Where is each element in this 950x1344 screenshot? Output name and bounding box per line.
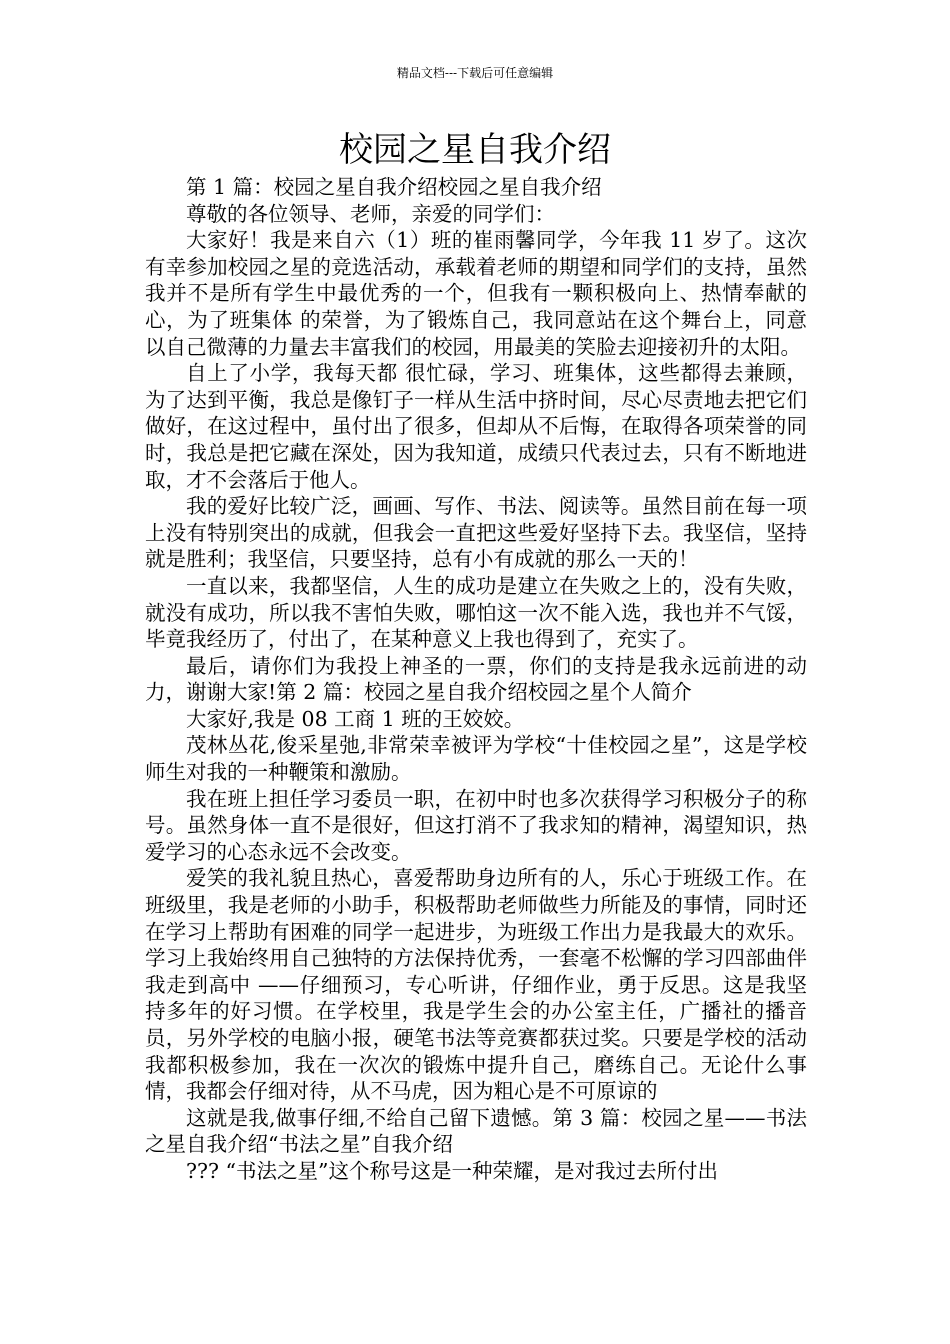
paragraph: 第 1 篇：校园之星自我介绍校园之星自我介绍 <box>186 175 602 199</box>
paragraph: 我在班上担任学习委员一职，在初中时也多次获得学习积极分子的称号。虽然身体一直不是很好，但这打消不了我求知的精神，渴望知识，热爱学习的心态永远不会改变。 <box>145 786 807 864</box>
paragraph: 最后，请你们为我投上神圣的一票，你们的支持是我永远前进的动力，谢谢大家!第 2 篇：校园之星自我介绍校园之星个人简介 <box>145 653 807 705</box>
paragraph: 这就是我,做事仔细,不给自己留下遗憾。第 3 篇：校园之星——书法之星自我介绍“书法之星”自我介绍 <box>145 1105 807 1157</box>
paragraph: 尊敬的各位领导、老师，亲爱的同学们： <box>186 201 555 226</box>
page-header: 精品文档---下载后可任意编辑 <box>396 66 554 80</box>
paragraph: 爱笑的我礼貌且热心，喜爱帮助身边所有的人，乐心于班级工作。在班级里，我是老师的小助手，积极帮助老师做些力所能及的事情，同时还在学习上帮助有困难的同学一起进步，为班级工作出力是我最大的欢乐。学习上我始终用自己独特的方法保持优秀，一套毫不松懈的学习四部曲伴我走到高中 ——仔细预习，专心听讲，仔细作业，勇于反思。这是我坚持多年的好习惯。在学校里，我是学生会的办公室主任，广播社的播音员，另外学校的电脑小报，硬笔书法等竞赛都获过奖。只要是学校的活动我都积极参加，我在一次次的锻炼中提升自己，磨练自己。无论什么事情，我都会仔细对待，从不马虎，因为粗心是不可原谅的 <box>145 866 807 1104</box>
document-title: 校园之星自我介绍 <box>339 130 611 170</box>
paragraph: ??? “书法之星”这个称号这是一种荣耀，是对我过去所付出 <box>186 1158 718 1183</box>
paragraph: 我的爱好比较广泛，画画、写作、书法、阅读等。虽然目前在每一项上没有特别突出的成就，但我会一直把这些爱好坚持下去。我坚信，坚持就是胜利；我坚信，只要坚持，总有小有成就的那么一天的！ <box>145 494 807 572</box>
paragraph: 自上了小学，我每天都 很忙碌，学习、班集体，这些都得去兼顾，为了达到平衡，我总是像钉子一样从生活中挤时间，尽心尽责地去把它们做好，在这过程中，虽付出了很多，但却从不后悔，在取得各项荣誉的同时，我总是把它藏在深处，因为我知道，成绩只代表过去，只有不断地进取，才不会落后于他人。 <box>145 361 807 492</box>
document-body <box>145 174 807 1185</box>
paragraph: 茂林丛花,俊采星弛,非常荣幸被评为学校“十佳校园之星”，这是学校师生对我的一种鞭策和激励。 <box>145 733 807 785</box>
paragraph: 大家好！我是来自六（1）班的崔雨馨同学，今年我 11 岁了。这次有幸参加校园之星的竞选活动，承载着老师的期望和同学们的支持，虽然我并不是所有学生中最优秀的一个，但我有一颗积极向上、热情奉献的心，为了班集体 的荣誉，为了锻炼自己，我同意站在这个舞台上，同意以自己微薄的力量去丰富我们的校园，用最美的笑脸去迎接初升的太阳。 <box>145 228 807 359</box>
paragraph: 大家好,我是 08 工商 1 班的王姣姣。 <box>186 706 525 731</box>
paragraph: 一直以来，我都坚信，人生的成功是建立在失败之上的，没有失败，就没有成功，所以我不害怕失败，哪怕这一次不能入选，我也并不气馁，毕竟我经历了，付出了，在某种意义上我也得到了，充实了。 <box>145 573 807 652</box>
